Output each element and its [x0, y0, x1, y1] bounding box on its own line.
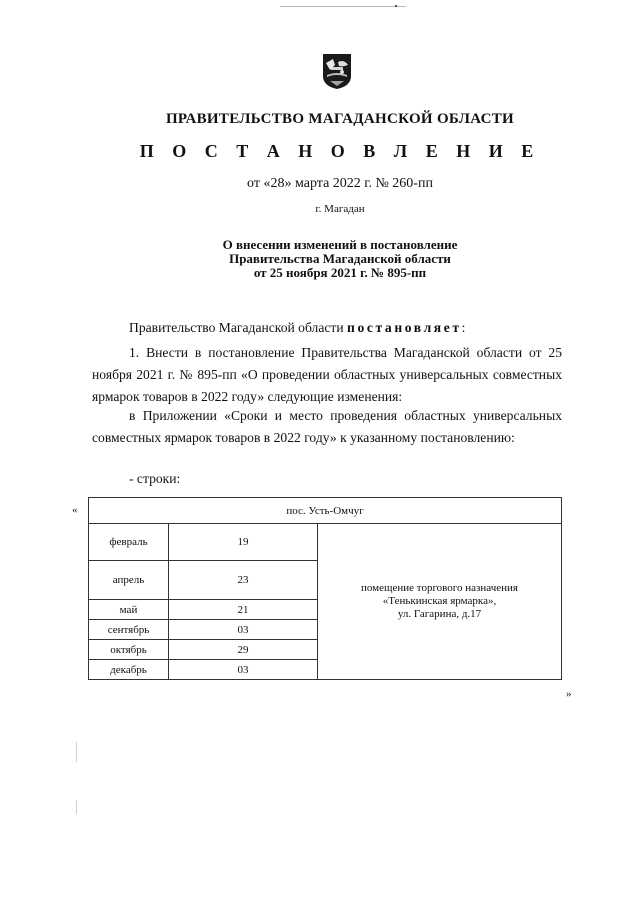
day-cell: 23 — [169, 561, 318, 600]
document-subject — [0, 238, 640, 280]
government-title: ПРАВИТЕЛЬСТВО МАГАДАНСКОЙ ОБЛАСТИ — [165, 111, 515, 127]
preamble-paragraph — [92, 317, 562, 339]
month-cell: октябрь — [89, 640, 169, 660]
scan-artifact-line — [76, 742, 77, 762]
opening-quote-mark: « — [72, 504, 78, 516]
table-row — [89, 524, 562, 561]
subject-line: от 25 ноября 2021 г. № 895-пп — [253, 265, 427, 280]
month-cell: декабрь — [89, 660, 169, 680]
month-cell: май — [89, 600, 169, 620]
scan-artifact-line — [76, 800, 77, 814]
subject-line: Правительства Магаданской области — [229, 251, 451, 266]
table-header-settlement: пос. Усть-Омчуг — [89, 498, 562, 524]
fair-schedule-table — [88, 497, 562, 680]
document-city: г. Магадан — [315, 203, 365, 215]
scan-artifact-dot — [395, 5, 397, 7]
lines-label: - строки: — [129, 471, 181, 486]
day-cell: 03 — [169, 660, 318, 680]
location-cell — [318, 524, 562, 680]
day-cell: 21 — [169, 600, 318, 620]
location-line: «Тенькинская ярмарка», — [382, 595, 497, 607]
month-cell: сентябрь — [89, 620, 169, 640]
day-cell: 03 — [169, 620, 318, 640]
preamble-text: Правительство Магаданской области — [129, 320, 348, 335]
preamble-colon: : — [461, 320, 466, 335]
day-cell: 29 — [169, 640, 318, 660]
subject-line: О внесении изменений в постановление — [222, 237, 458, 252]
month-cell: апрель — [89, 561, 169, 600]
resolves-word: постановляет — [347, 320, 462, 335]
clause-appendix-paragraph: в Приложении «Сроки и место проведения областных универсальных совместных ярмарок товаров в 2022 году» к указанному постановлению: — [92, 408, 562, 445]
location-line: помещение торгового назначения — [361, 582, 518, 594]
month-cell: февраль — [89, 524, 169, 561]
scan-artifact-line — [280, 6, 406, 7]
location-line: ул. Гагарина, д.17 — [397, 608, 482, 620]
document-date-number: от «28» марта 2022 г. № 260-пп — [247, 176, 433, 191]
day-cell: 19 — [169, 524, 318, 561]
clause-1-paragraph: 1. Внести в постановление Правительства Магаданской области от 25 ноября 2021 г. № 895-пп «О проведении областных универсальных совместных ярмарок товаров в 2022 году» следующие изменения: — [92, 345, 562, 404]
closing-quote-mark: » — [566, 688, 572, 700]
document-type: П О С Т А Н О В Л Е Н И Е — [139, 141, 541, 161]
coat-of-arms-icon — [322, 53, 352, 90]
